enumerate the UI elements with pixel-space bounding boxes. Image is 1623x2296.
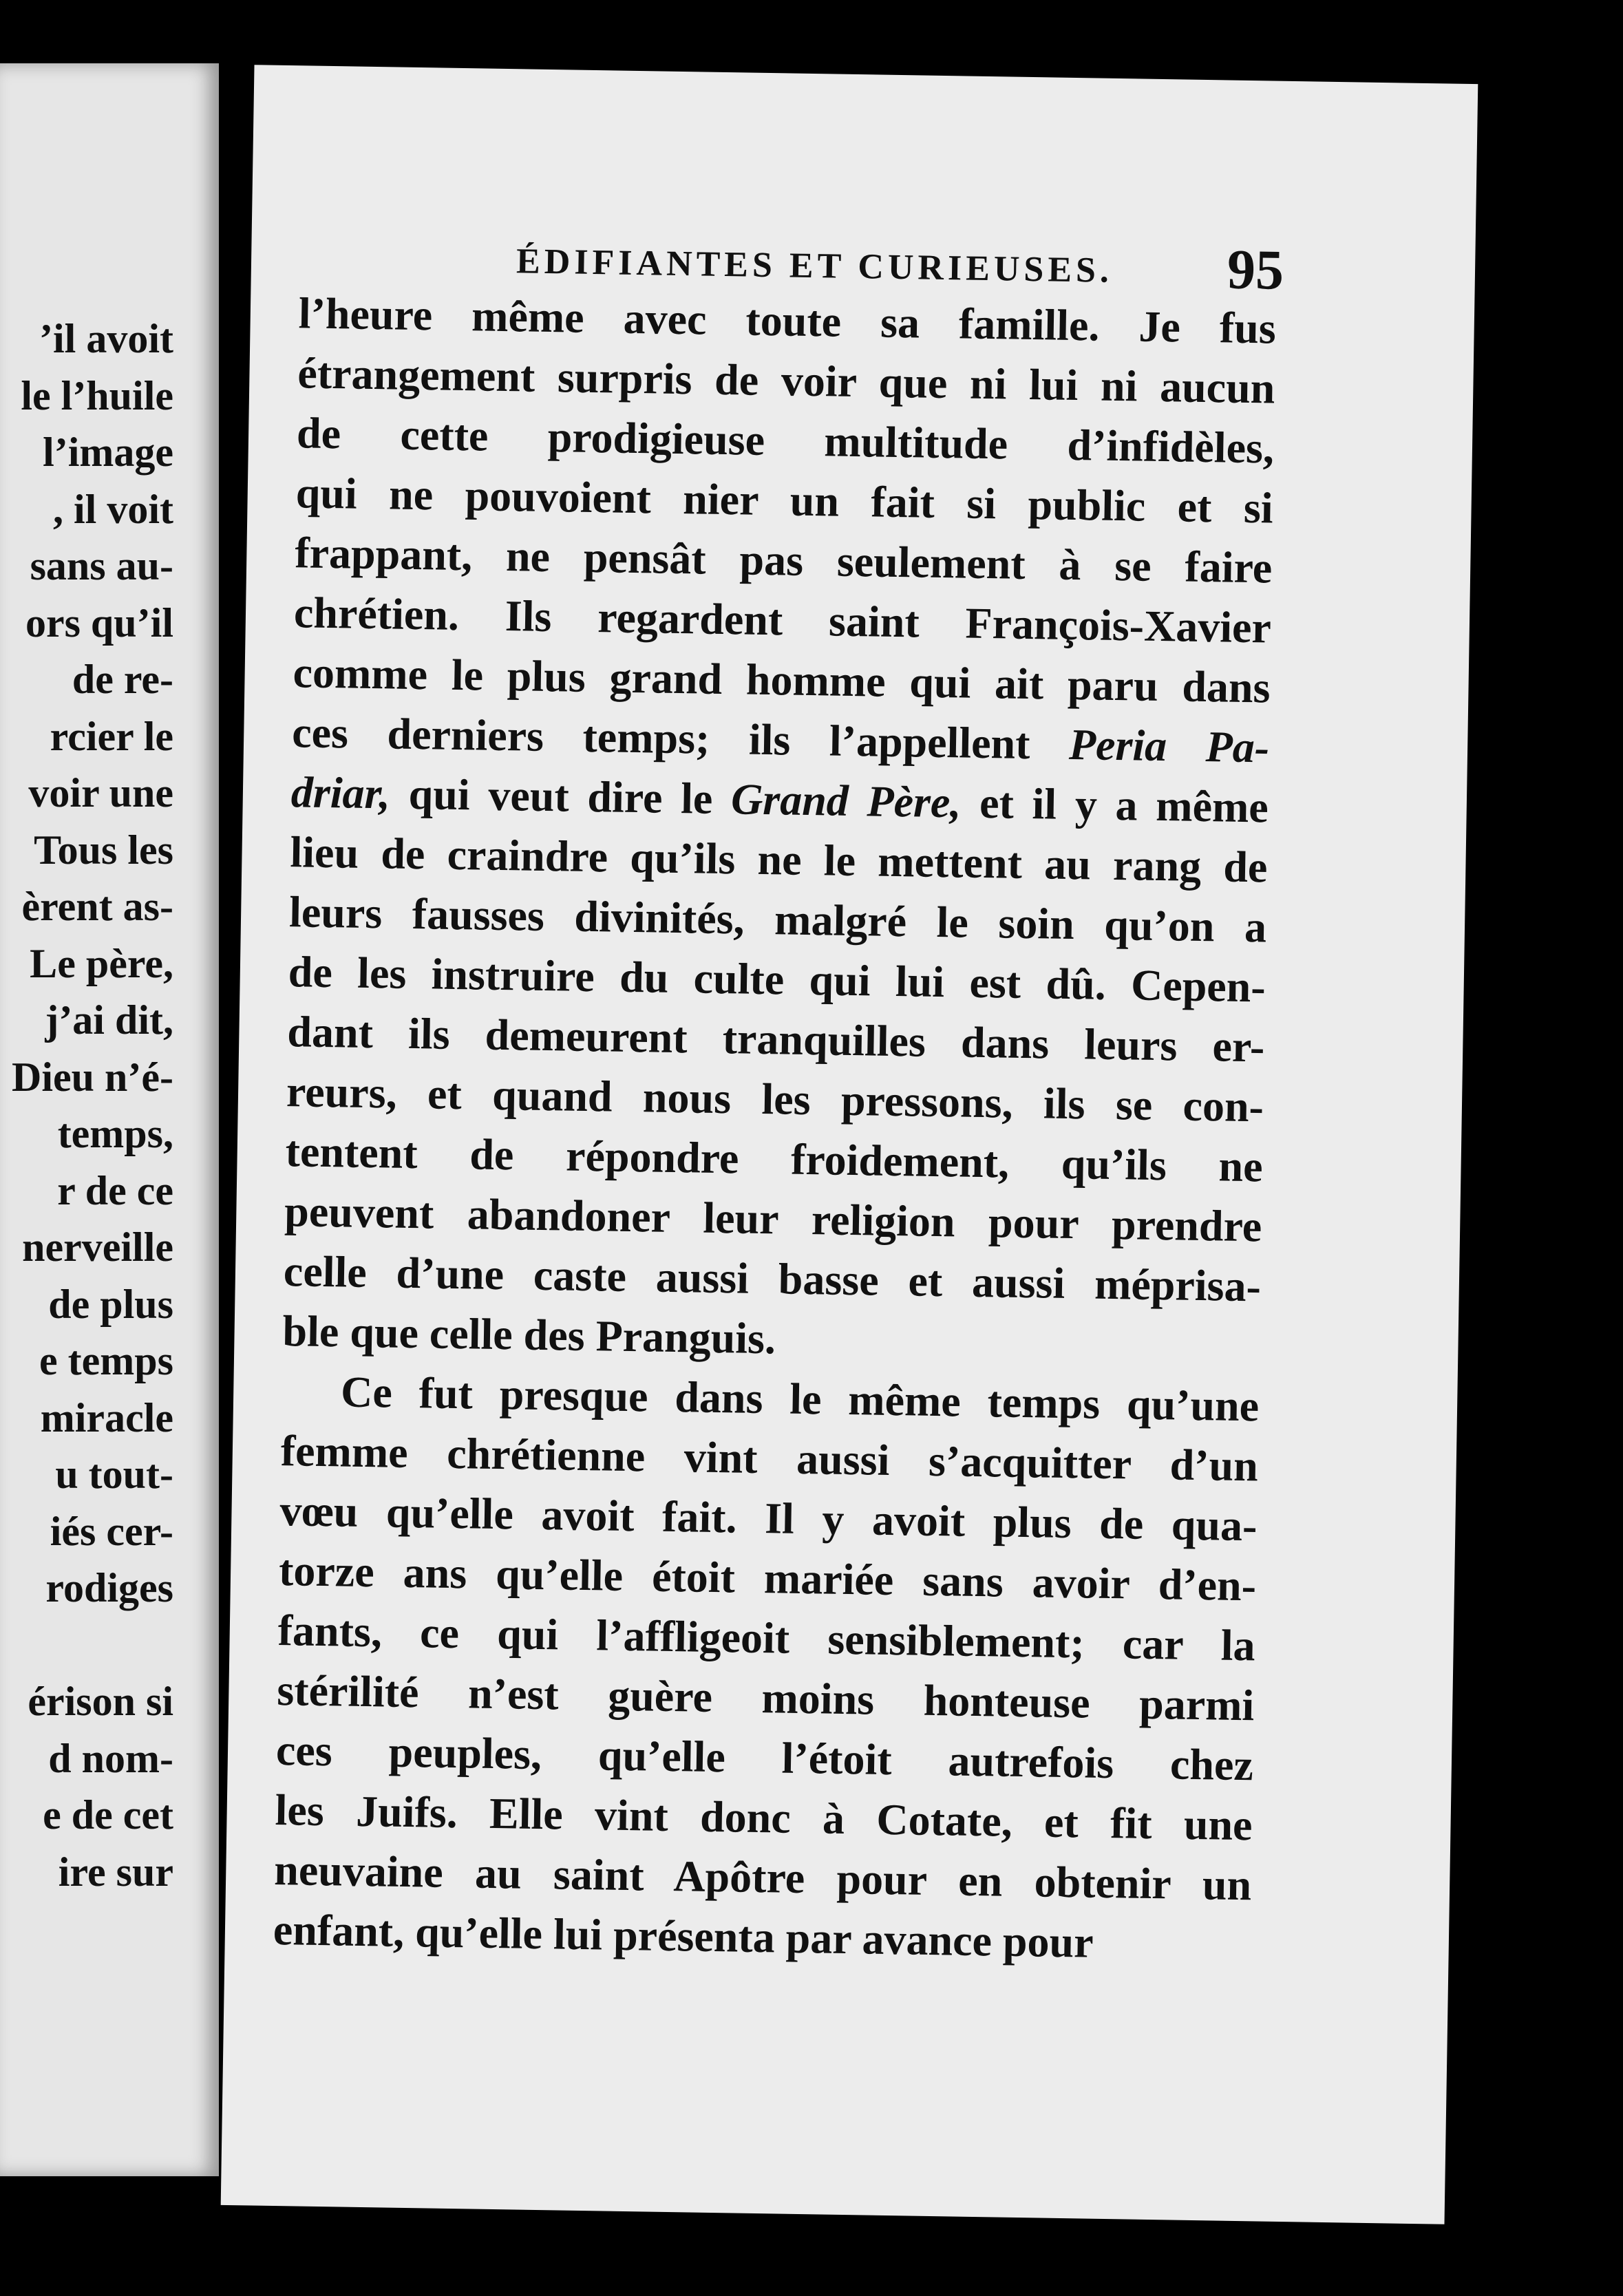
italic-term: Grand Père, bbox=[730, 774, 962, 827]
text-run: étrangement surpris de voir que ni lui ni aucun bbox=[297, 348, 1275, 413]
text-run: comme le plus grand homme qui ait paru dans bbox=[293, 648, 1271, 712]
text-run: frappant, ne pensât pas seulement à se faire bbox=[294, 528, 1273, 593]
text-run: ces peuples, qu’elle l’étoit autrefois chez bbox=[275, 1725, 1254, 1790]
left-page-line: sans au- bbox=[30, 543, 173, 588]
text-run: femme chrétienne vint aussi s’acquitter d’un bbox=[280, 1426, 1259, 1491]
text-run: enfant, qu’elle lui présenta par avance pour bbox=[273, 1904, 1094, 1967]
text-run: qui ne pouvoient nier un fait si public et si bbox=[295, 468, 1274, 533]
page-number: 95 bbox=[1227, 237, 1284, 301]
text-run: tentent de répondre froidement, qu’ils ne bbox=[285, 1127, 1264, 1191]
text-run: reurs, et quand nous les pressons, ils se con- bbox=[286, 1067, 1264, 1131]
left-page-line: ’il avoit bbox=[39, 316, 173, 361]
text-run: stérilité n’est guère moins honteuse parmi bbox=[276, 1666, 1255, 1730]
body-text bbox=[273, 283, 1276, 1975]
left-page-line: e de cet bbox=[43, 1792, 173, 1838]
left-page-line: voir une bbox=[28, 770, 173, 816]
left-page-line: , il voit bbox=[53, 487, 173, 532]
left-page-line: rcier le bbox=[50, 714, 173, 759]
left-page-line: d nom- bbox=[48, 1736, 173, 1781]
left-page-line: temps, bbox=[57, 1111, 173, 1156]
text-run: et il y a même bbox=[979, 778, 1269, 832]
italic-term: driar, bbox=[290, 767, 391, 818]
text-run: peuvent abandoner leur religion pour prendre bbox=[284, 1187, 1262, 1251]
text-run: de cette prodigieuse multitude d’infidèles, bbox=[296, 408, 1275, 473]
left-page bbox=[0, 63, 219, 2176]
text-run: chrétien. Ils regardent saint François-Xavier bbox=[293, 588, 1272, 652]
text-run: vœu qu’elle avoit fait. Il y avoit plus de qua- bbox=[279, 1486, 1258, 1551]
text-run: neuvaine au saint Apôtre pour en obtenir un bbox=[273, 1845, 1252, 1910]
left-page-line: miracle bbox=[40, 1395, 173, 1441]
text-run: qui veut dire le bbox=[408, 769, 713, 823]
text-run: ces derniers temps; ils l’appellent bbox=[291, 708, 1031, 769]
italic-term: Peria Pa- bbox=[1068, 719, 1270, 772]
text-run: torze ans qu’elle étoit mariée sans avoir d’en- bbox=[278, 1546, 1257, 1611]
text-run: lieu de craindre qu’ils ne le mettent au rang de bbox=[290, 827, 1268, 892]
left-page-line: l’image bbox=[43, 429, 173, 475]
right-page bbox=[221, 65, 1478, 2224]
left-page-line: Dieu n’é- bbox=[12, 1054, 173, 1100]
left-page-line: Tous les bbox=[34, 827, 173, 873]
text-run: les Juifs. Elle vint donc à Cotate, et fit une bbox=[275, 1785, 1253, 1850]
text-run: dant ils demeurent tranquilles dans leurs er- bbox=[286, 1007, 1265, 1072]
left-page-line: rodiges bbox=[45, 1565, 173, 1611]
running-head: ÉDIFIANTES ET CURIEUSES. bbox=[516, 242, 1114, 290]
left-page-line: e temps bbox=[39, 1338, 173, 1383]
left-page-line: èrent as- bbox=[21, 884, 173, 929]
left-page-line: ors qu’il bbox=[25, 600, 173, 646]
left-page-line: u tout- bbox=[55, 1452, 173, 1497]
left-page-line: de re- bbox=[72, 657, 173, 702]
left-page-line: ire sur bbox=[58, 1849, 173, 1895]
left-page-line: nerveille bbox=[22, 1224, 173, 1270]
text-run: l’heure même avec toute sa famille. Je fus bbox=[298, 288, 1277, 353]
left-page-line: Le père, bbox=[30, 941, 173, 986]
text-run: fants, ce qui l’affligeoit sensiblement; car la bbox=[277, 1606, 1256, 1670]
left-page-line: de plus bbox=[48, 1282, 173, 1327]
text-run: leurs fausses divinités, malgré le soin qu’on a bbox=[288, 887, 1267, 952]
left-page-line: le l’huile bbox=[21, 373, 173, 418]
left-page-line: iés cer- bbox=[50, 1509, 173, 1554]
text-run: ble que celle des Pranguis. bbox=[282, 1306, 776, 1363]
left-page-line: r de ce bbox=[57, 1168, 173, 1213]
left-page-line: j’ai dit, bbox=[45, 997, 173, 1043]
text-run: celle d’une caste aussi basse et aussi méprisa- bbox=[283, 1246, 1262, 1311]
left-page-line: érison si bbox=[28, 1679, 173, 1724]
text-run: Ce fut presque dans le même temps qu’une bbox=[340, 1367, 1260, 1431]
text-run: de les instruire du culte qui lui est dû. Cepen- bbox=[288, 947, 1266, 1012]
